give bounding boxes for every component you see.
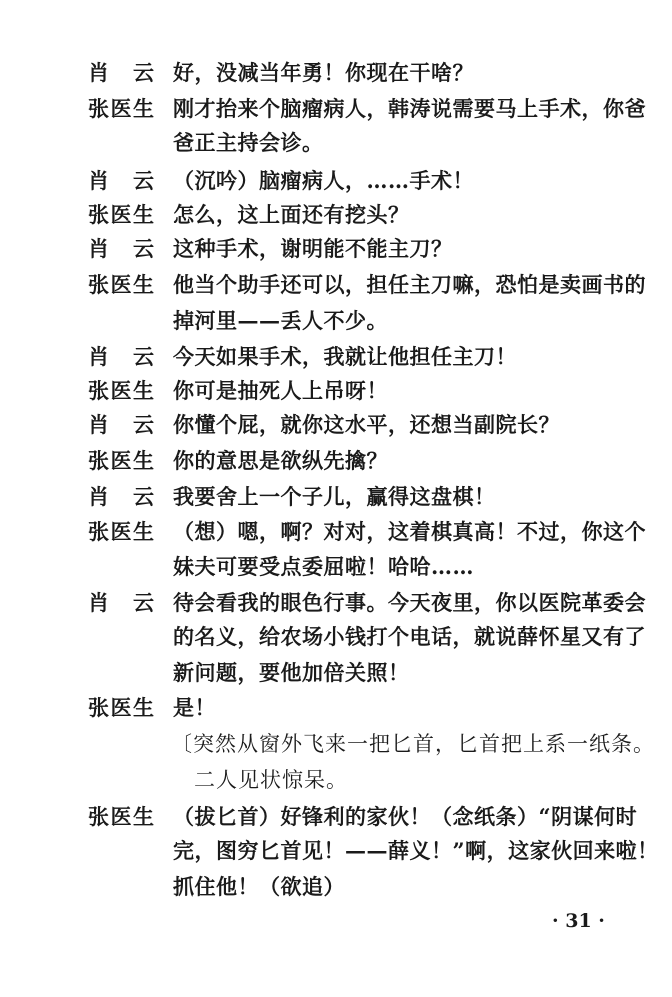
- dialogue-text: 爸正主持会诊。: [173, 130, 324, 155]
- speaker-name: 肖 云: [88, 168, 154, 193]
- dialogue-line: [0, 656, 672, 690]
- dialogue-text: 好，没减当年勇！你现在干啥？: [173, 60, 474, 85]
- dialogue-text: 怎么，这上面还有挖头？: [173, 202, 410, 227]
- dialogue-text: 的名义，给农场小钱打个电话，就说薛怀星又有了: [173, 624, 646, 649]
- speaker-name: 张医生: [88, 202, 154, 227]
- stage-direction-line: [0, 727, 672, 761]
- dialogue-line: [0, 408, 672, 442]
- dialogue-text: 今天如果手术，我就让他担任主刀！: [173, 344, 517, 369]
- dialogue-text: 他当个助手还可以，担任主刀嘛，恐怕是卖画书的: [173, 272, 646, 297]
- dialogue-line: [0, 374, 672, 408]
- dialogue-line: [0, 232, 672, 266]
- dialogue-line: [0, 515, 672, 549]
- speaker-name: 张医生: [88, 519, 154, 544]
- dialogue-line: [0, 304, 672, 338]
- speaker-name: 张医生: [88, 448, 154, 473]
- stage-direction: 二人见状惊呆。: [194, 768, 348, 792]
- dialogue-line: [0, 870, 672, 904]
- dialogue-line: [0, 834, 672, 868]
- dialogue-text: 你的意思是欲纵先擒？: [173, 448, 388, 473]
- speaker-name: 肖 云: [88, 484, 154, 509]
- stage-direction: 〔突然从窗外飞来一把匕首，匕首把上系一纸条。: [171, 732, 655, 756]
- stage-direction-line: [0, 763, 672, 797]
- dialogue-text: 你懂个屁，就你这水平，还想当副院长？: [173, 412, 560, 437]
- speaker-name: 张医生: [88, 378, 154, 403]
- dialogue-text: 新问题，要他加倍关照！: [173, 660, 410, 685]
- dialogue-line: [0, 480, 672, 514]
- dialogue-line: [0, 691, 672, 725]
- dialogue-line: [0, 550, 672, 584]
- speaker-name: 肖 云: [88, 590, 154, 615]
- dialogue-text: 我要舍上一个子儿，赢得这盘棋！: [173, 484, 496, 509]
- dialogue-line: [0, 198, 672, 232]
- dialogue-line: [0, 800, 672, 834]
- dialogue-text: 是！: [173, 695, 216, 720]
- page-number: · 31 ·: [552, 910, 605, 932]
- speaker-name: 张医生: [88, 272, 154, 297]
- dialogue-line: [0, 56, 672, 90]
- dialogue-text: 妹夫可要受点委屈啦！哈哈……: [173, 554, 474, 579]
- speaker-name: 肖 云: [88, 236, 154, 261]
- dialogue-line: [0, 126, 672, 160]
- dialogue-text: 抓住他！（欲追）: [173, 874, 345, 899]
- dialogue-line: [0, 340, 672, 374]
- dialogue-line: [0, 268, 672, 302]
- speaker-name: 张医生: [88, 695, 154, 720]
- dialogue-line: [0, 444, 672, 478]
- dialogue-text: 待会看我的眼色行事。今天夜里，你以医院革委会: [173, 590, 646, 615]
- dialogue-text: 完，图穷匕首见！——薛义！”啊，这家伙回来啦！: [173, 838, 659, 863]
- speaker-name: 肖 云: [88, 412, 154, 437]
- dialogue-line: [0, 164, 672, 198]
- speaker-name: 张医生: [88, 96, 154, 121]
- speaker-name: 肖 云: [88, 344, 154, 369]
- dialogue-text: （想）嗯，啊？对对，这着棋真高！不过，你这个: [173, 519, 646, 544]
- dialogue-line: [0, 586, 672, 620]
- dialogue-text: 掉河里——丢人不少。: [173, 308, 388, 333]
- dialogue-text: 你可是抽死人上吊呀！: [173, 378, 388, 403]
- dialogue-line: [0, 620, 672, 654]
- speaker-name: 肖 云: [88, 60, 154, 85]
- dialogue-text: 这种手术，谢明能不能主刀？: [173, 236, 453, 261]
- dialogue-text: （沉吟）脑瘤病人，……手术！: [173, 168, 474, 193]
- dialogue-text: （拔匕首）好锋利的家伙！（念纸条）“阴谋何时: [173, 804, 638, 829]
- speaker-name: 张医生: [88, 804, 154, 829]
- dialogue-text: 刚才抬来个脑瘤病人，韩涛说需要马上手术，你爸: [173, 96, 646, 121]
- dialogue-line: [0, 92, 672, 126]
